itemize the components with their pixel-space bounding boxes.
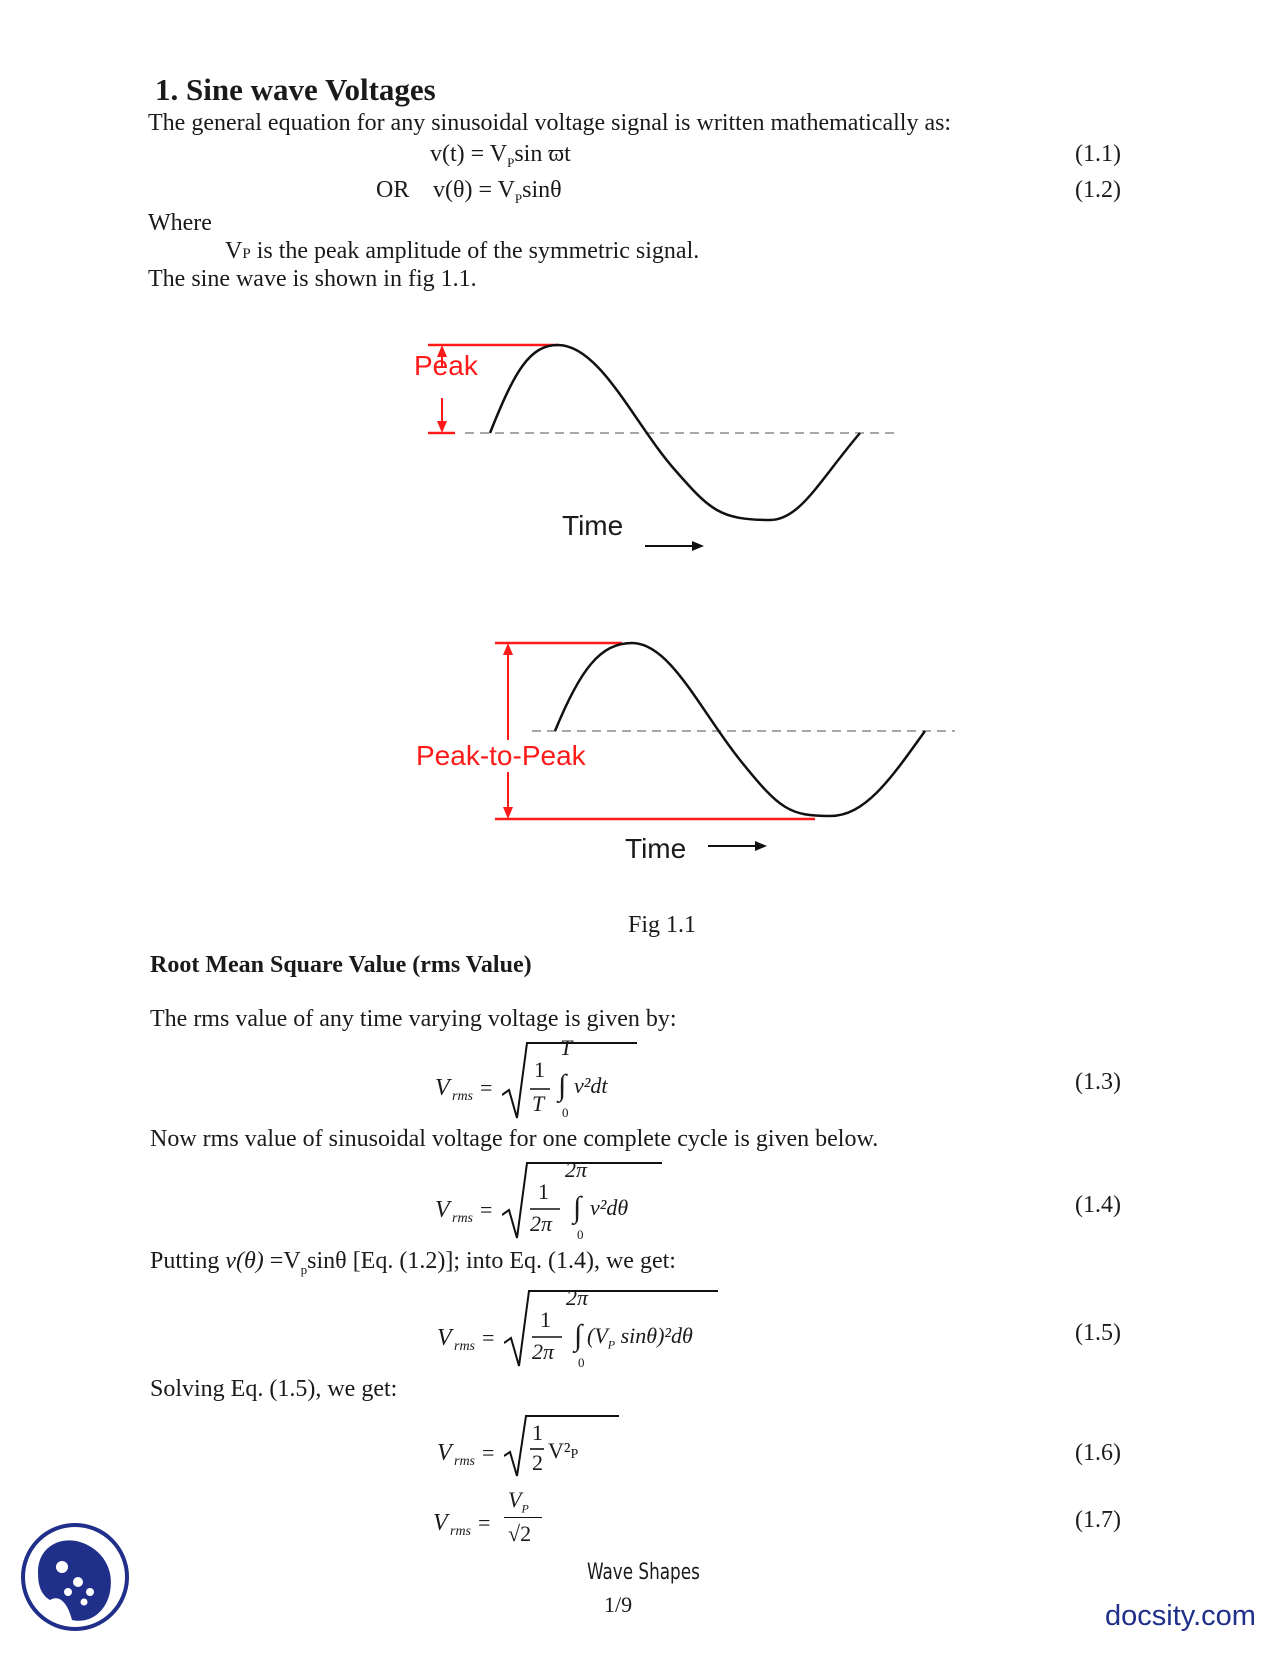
equation-number-1-7: (1.7) (1075, 1507, 1121, 1533)
equation-1-5: V rms = 1 2π ∫ 2π 0 ($V_P$ sinθ)²dθ (432, 1283, 732, 1373)
solving-line: Solving Eq. (1.5), we get: (150, 1376, 398, 1402)
p2p-label: Peak-to-Peak (416, 740, 586, 771)
p2p-arrow-up (503, 643, 513, 655)
equation-1-6: V rms = 1 2 V²P (432, 1410, 632, 1490)
equation-1-3: V rms = 1 T ∫ T 0 v²dt (430, 1035, 630, 1125)
equation-1-2: $v(\theta) = V_P\sin\theta$ (433, 177, 562, 206)
equation-number-1-4: (1.4) (1075, 1192, 1121, 1218)
equation-1-1: $v(t) = V_P\sin$ ϖt (430, 141, 571, 170)
peak-arrow-down (437, 421, 447, 433)
peak-label: Peak (414, 350, 478, 381)
equation-number-1-6: (1.6) (1075, 1440, 1121, 1466)
vp-definition: VP is the peak amplitude of the symmetric signal. (225, 238, 700, 264)
time-arrow-head (692, 541, 704, 551)
time-label-2: Time (625, 833, 687, 864)
intro-paragraph: The general equation for any sinusoidal voltage signal is written mathematically as: (148, 110, 952, 136)
equation-1-7: V rms = $V_P$ √2 (428, 1485, 568, 1555)
sine-wave-peak-figure (400, 330, 920, 590)
equation-1-4: V rms = 1 2π ∫ 2π 0 v²dθ (430, 1155, 660, 1245)
equation-number-1-5: (1.5) (1075, 1320, 1121, 1346)
page-number: 1/9 (604, 1592, 633, 1617)
equation-or-label: OR (376, 177, 410, 203)
figure-caption: Fig 1.1 (628, 912, 697, 938)
where-label: Where (148, 210, 212, 236)
rms-heading: Root Mean Square Value (rms Value) (150, 952, 532, 978)
sine-wave-2 (555, 643, 925, 816)
section-heading: 1. Sine wave Voltages (155, 72, 436, 107)
time-label-1: Time (562, 510, 624, 541)
docsity-logo-icon[interactable] (20, 1522, 130, 1632)
equation-number-1-2: (1.2) (1075, 177, 1121, 203)
time-arrow-head-2 (755, 841, 767, 851)
equation-number-1-3: (1.3) (1075, 1069, 1121, 1095)
equation-number-1-1: (1.1) (1075, 141, 1121, 167)
docsity-brand-link[interactable]: docsity.com (1105, 1600, 1256, 1632)
cycle-line: Now rms value of sinusoidal voltage for one complete cycle is given below. (150, 1126, 879, 1152)
putting-line: Putting $v(\theta) =V_p\sin\theta$ [Eq. (1.2)]; into Eq. (1.4), we get: (150, 1248, 676, 1277)
rms-intro: The rms value of any time varying voltage is given by: (150, 1006, 677, 1032)
footer-title: Wave Shapes (587, 1560, 700, 1585)
p2p-arrow-down (503, 807, 513, 819)
figure-reference: The sine wave is shown in fig 1.1. (148, 266, 477, 292)
